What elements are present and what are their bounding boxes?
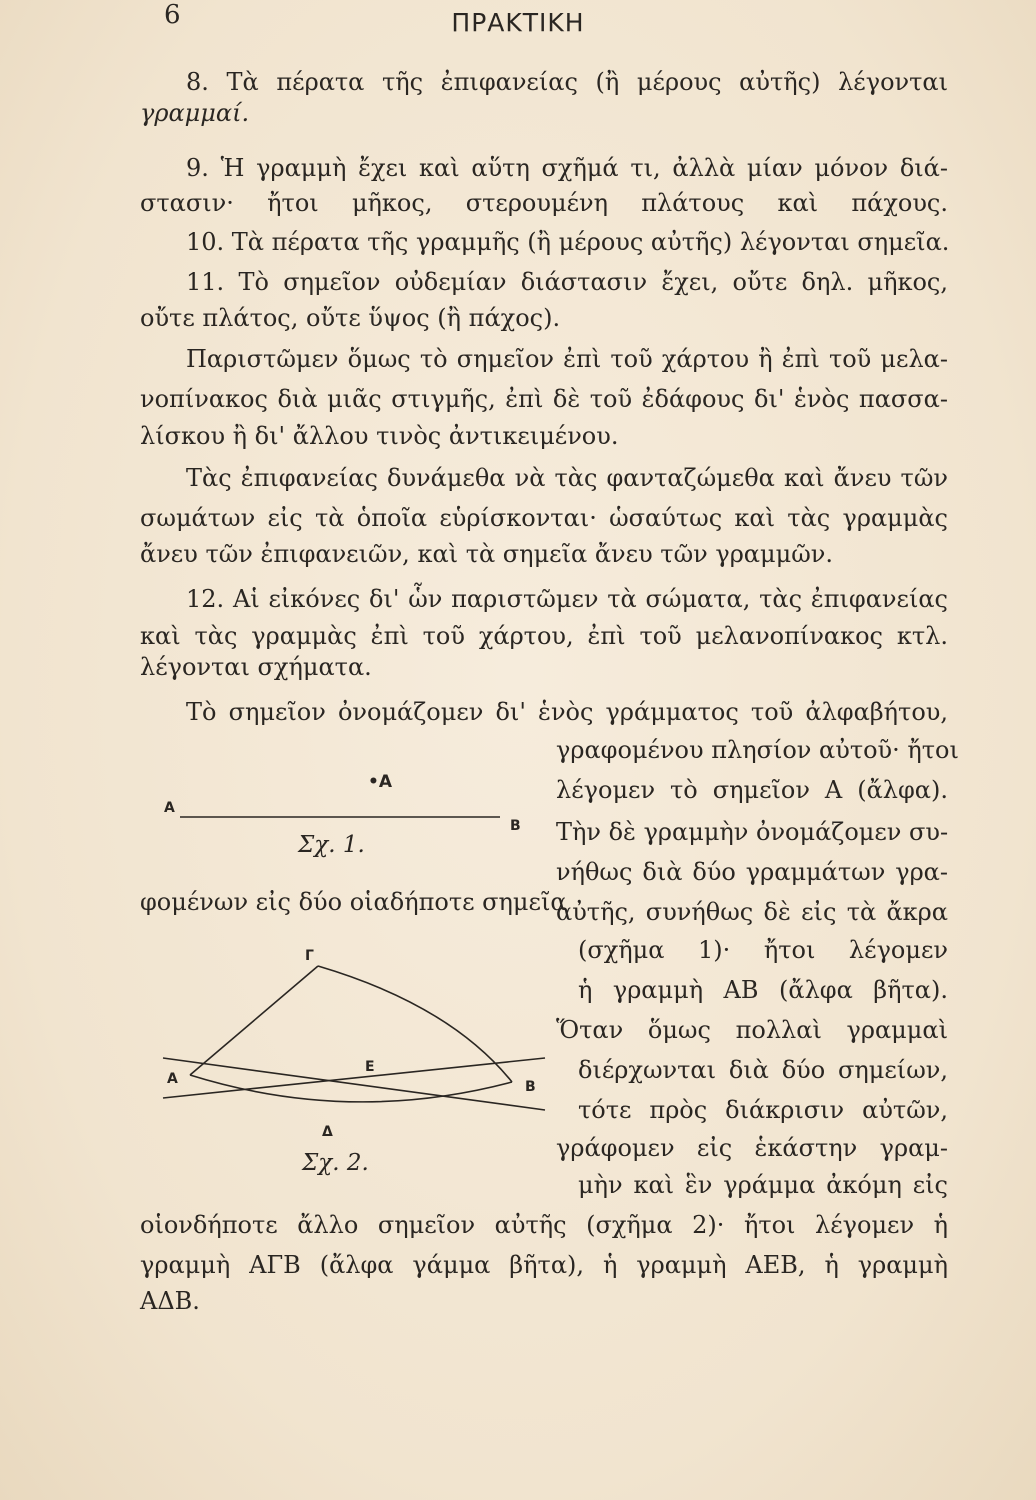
figure-1-caption: Σχ. 1.: [298, 832, 365, 858]
text-line: Τὰς ἐπιφανείας δυνάμεθα νὰ τὰς φανταζώμεθα καὶ ἄνευ τῶν: [186, 464, 948, 492]
text-line: ἡ γραμμὴ ΑΒ (ἄλφα βῆτα).: [578, 976, 948, 1004]
text-line: Τὸ σημεῖον ὀνομάζομεν δι' ἑνὸς γράμματος τοῦ ἀλφαβήτου,: [186, 698, 948, 726]
text-line: 11. Τὸ σημεῖον οὐδεμίαν διάστασιν ἔχει, οὔτε δηλ. μῆκος,: [186, 268, 948, 296]
text-line: φομένων εἰς δύο οἱαδήποτε σημεῖα: [140, 888, 567, 916]
text-line: γράφομεν εἰς ἑκάστην γραμ-: [556, 1134, 948, 1162]
text-line: Τὴν δὲ γραμμὴν ὀνομάζομεν συ-: [556, 818, 949, 846]
text-line: γραμμὴ ΑΓΒ (ἄλφα γάμμα βῆτα), ἡ γραμμὴ ΑΕΒ, ἡ γραμμὴ: [140, 1251, 948, 1279]
text-line: (σχῆμα 1)· ἤτοι λέγομεν: [578, 936, 948, 964]
text-line: νοπίνακος διὰ μιᾶς στιγμῆς, ἐπὶ δὲ τοῦ ἐδάφους δι' ἑνὸς πασσα-: [140, 385, 948, 413]
figure-2-label-bottom: Δ: [322, 1124, 333, 1140]
text-line: καὶ τὰς γραμμὰς ἐπὶ τοῦ χάρτου, ἐπὶ τοῦ μελανοπίνακος κτλ.: [140, 622, 948, 650]
text-line: ΑΔΒ.: [140, 1287, 200, 1315]
text-line: σωμάτων εἰς τὰ ὁποῖα εὑρίσκονται· ὡσαύτως καὶ τὰς γραμμὰς: [140, 504, 948, 532]
text-line: 10. Τὰ πέρατα τῆς γραμμῆς (ἢ μέρους αὐτῆς) λέγονται σημεῖα.: [186, 228, 950, 256]
text-line: λέγομεν τὸ σημεῖον Α (ἄλφα).: [556, 776, 948, 804]
figure-1-point-label: •Α: [368, 772, 393, 792]
text-line: 12. Αἱ εἰκόνες δι' ὧν παριστῶμεν τὰ σώματα, τὰς ἐπιφανείας: [186, 585, 948, 613]
text-line: Ὅταν ὅμως πολλαὶ γραμμαὶ: [556, 1016, 948, 1044]
text-line: γραμμαί.: [140, 99, 250, 127]
text-line: Παριστῶμεν ὅμως τὸ σημεῖον ἐπὶ τοῦ χάρτου ἢ ἐπὶ τοῦ μελα-: [186, 345, 948, 373]
text-line: γραφομένου πλησίον αὐτοῦ· ἤτοι: [556, 736, 959, 764]
figure-2-label-right: Β: [525, 1079, 536, 1095]
text-line: 8. Τὰ πέρατα τῆς ἐπιφανείας (ἢ μέρους αὐτῆς) λέγονται: [186, 68, 948, 96]
figure-2-line-crossing: [163, 1058, 545, 1098]
text-line: τότε πρὸς διάκρισιν αὐτῶν,: [578, 1096, 948, 1124]
text-line: οὔτε πλάτος, οὔτε ὕψος (ἢ πάχος).: [140, 304, 561, 332]
text-line: μὴν καὶ ἓν γράμμα ἀκόμη εἰς: [578, 1171, 948, 1199]
text-line: λίσκου ἢ δι' ἄλλου τινὸς ἀντικειμένου.: [140, 422, 619, 450]
figure-1-end-label: Β: [510, 818, 521, 834]
text-line: λέγονται σχήματα.: [140, 653, 372, 681]
running-head: ΠΡΑΚΤΙΚΗ: [451, 8, 585, 37]
figure-2-label-top: Γ: [305, 948, 314, 964]
text-line: νήθως διὰ δύο γραμμάτων γρα-: [556, 858, 948, 886]
text-line: στασιν· ἤτοι μῆκος, στερουμένη πλάτους καὶ πάχους.: [140, 189, 948, 217]
figure-2-caption: Σχ. 2.: [302, 1150, 369, 1176]
text-line: διέρχωνται διὰ δύο σημείων,: [578, 1056, 948, 1084]
text-line: αὐτῆς, συνήθως δὲ εἰς τὰ ἄκρα: [556, 898, 948, 926]
text-line: 9. Ἡ γραμμὴ ἔχει καὶ αὕτη σχῆμά τι, ἀλλὰ μίαν μόνον διά-: [186, 154, 948, 182]
text-line: οἱονδήποτε ἄλλο σημεῖον αὐτῆς (σχῆμα 2)· ἤτοι λέγομεν ἡ: [140, 1211, 948, 1239]
figure-2-line-ag: [190, 966, 318, 1075]
text-line: ἄνευ τῶν ἐπιφανειῶν, καὶ τὰ σημεῖα ἄνευ τῶν γραμμῶν.: [140, 540, 833, 568]
figure-1-start-label: Α: [164, 800, 175, 816]
figure-2-label-left: Α: [167, 1071, 178, 1087]
page-number: 6: [164, 0, 181, 30]
figure-2-label-middle: Ε: [365, 1059, 375, 1075]
